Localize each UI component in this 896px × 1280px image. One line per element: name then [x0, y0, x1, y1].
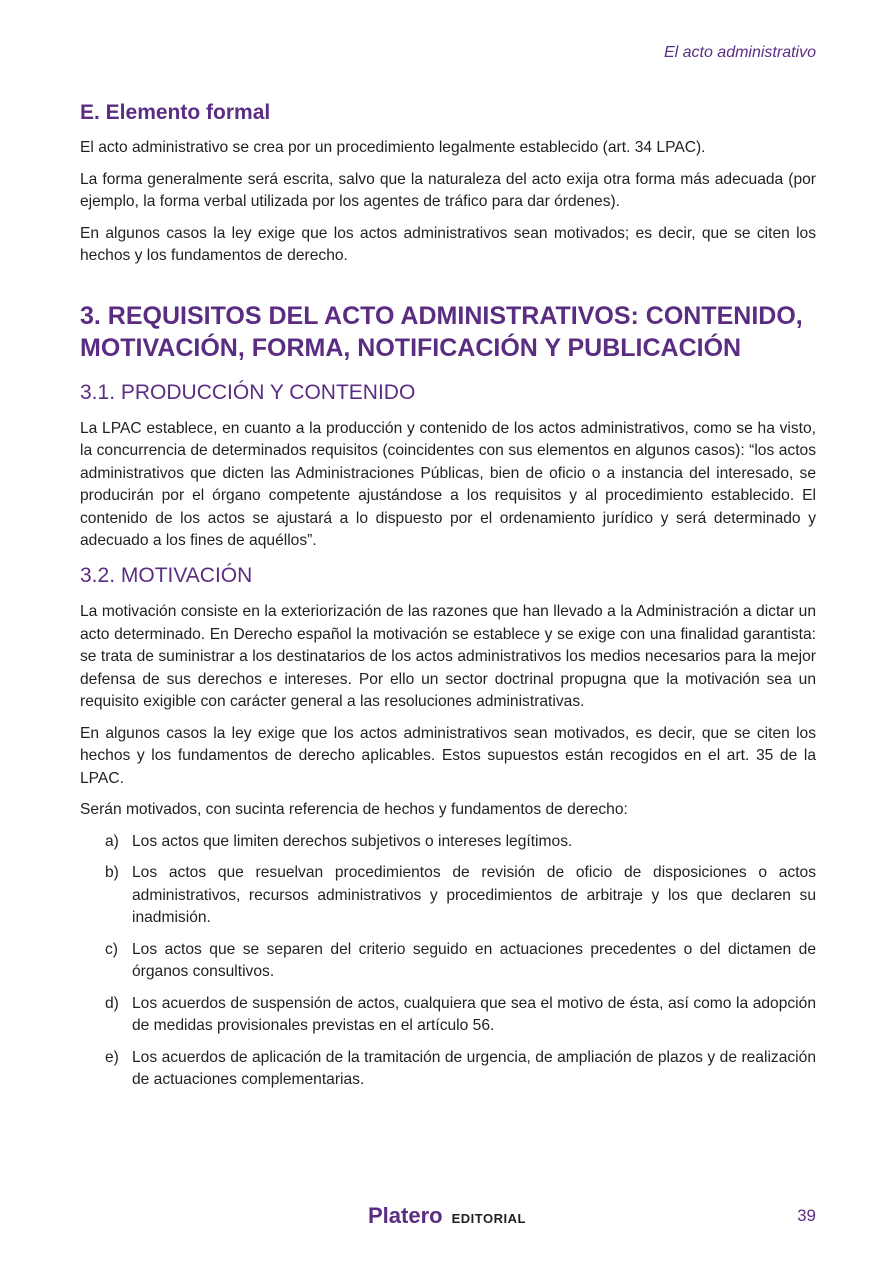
list-marker: a)	[105, 832, 119, 850]
motivation-list	[80, 831, 816, 1092]
list-item-text: Los acuerdos de suspensión de actos, cualquiera que sea el motivo de ésta, así como la adopción de medidas provisionales previstas en el artículo 56.	[132, 994, 816, 1035]
section-3-heading: 3. REQUISITOS DEL ACTO ADMINISTRATIVOS: CONTENIDO, MOTIVACIÓN, FORMA, NOTIFICACIÓN Y PUBLICACIÓN	[80, 301, 803, 363]
paragraph: En algunos casos la ley exige que los actos administrativos sean motivados, es decir, que se citen los hechos y los fundamentos de derecho aplicables. Estos supuestos están recogidos en el art. 35 de la LPAC.	[80, 724, 816, 787]
brand-subtitle: EDITORIAL	[451, 1211, 526, 1226]
page-content	[80, 100, 816, 1101]
paragraph: En algunos casos la ley exige que los actos administrativos sean motivados; es decir, que se citen los hechos y los fundamentos de derecho.	[80, 224, 816, 265]
list-item-text: Los actos que limiten derechos subjetivos o intereses legítimos.	[132, 832, 573, 850]
list-item	[105, 1047, 816, 1092]
page-number: 39	[797, 1206, 816, 1225]
list-marker: d)	[105, 994, 119, 1012]
paragraph: El acto administrativo se crea por un procedimiento legalmente establecido (art. 34 LPAC).	[80, 139, 706, 157]
paragraph: La forma generalmente será escrita, salvo que la naturaleza del acto exija otra forma más adecuada (por ejemplo, la forma verbal utilizada por los agentes de tráfico para dar órdenes).	[80, 170, 816, 211]
paragraph: Serán motivados, con sucinta referencia de hechos y fundamentos de derecho:	[80, 801, 628, 819]
list-item	[105, 831, 816, 854]
list-item	[105, 939, 816, 984]
list-item-text: Los actos que resuelvan procedimientos de revisión de oficio de disposiciones o actos administrativos, recursos administrativos y procedimientos de arbitraje y los que declaren su inadmisión.	[132, 864, 816, 927]
list-item	[105, 862, 816, 930]
list-item	[105, 993, 816, 1038]
elemento-formal-heading: E. Elemento formal	[80, 101, 271, 124]
list-item-text: Los actos que se separen del criterio seguido en actuaciones precedentes o del dictamen de órganos consultivos.	[132, 940, 816, 981]
section-3-1-heading: 3.1. PRODUCCIÓN Y CONTENIDO	[80, 380, 416, 404]
publisher-logo	[368, 1203, 526, 1229]
list-marker: c)	[105, 940, 118, 958]
list-marker: b)	[105, 864, 119, 882]
paragraph: La motivación consiste en la exteriorización de las razones que han llevado a la Administración a dictar un acto determinado. En Derecho español la motivación se establece y se exige con una finalidad garantista: se trata de suministrar a los destinatarios de los actos administrativos los medios necesarios para la mejor defensa de sus derechos e intereses. Por ello un sector doctrinal propugna que la motivación sea un requisito exigible con carácter general a las resoluciones administrativas.	[80, 603, 816, 711]
running-header: El acto administrativo	[663, 44, 816, 61]
list-marker: e)	[105, 1048, 119, 1066]
list-item-text: Los acuerdos de aplicación de la tramitación de urgencia, de ampliación de plazos y de realización de actuaciones complementarias.	[132, 1048, 816, 1089]
paragraph: La LPAC establece, en cuanto a la producción y contenido de los actos administrativos, como se ha visto, la concurrencia de determinados requisitos (coincidentes con sus elementos en algunos casos): “los actos administrativos que dicten las Administraciones Públicas, bien de oficio o a instancia del interesado, se producirán por el órgano competente ajustándose a los requisitos y al procedimiento establecido. El contenido de los actos se ajustará a lo dispuesto por el ordenamiento jurídico y será determinado y adecuado a los fines de aquéllos”.	[80, 419, 816, 550]
section-3-2-heading: 3.2. MOTIVACIÓN	[80, 563, 253, 587]
brand-name: Platero	[368, 1203, 443, 1228]
